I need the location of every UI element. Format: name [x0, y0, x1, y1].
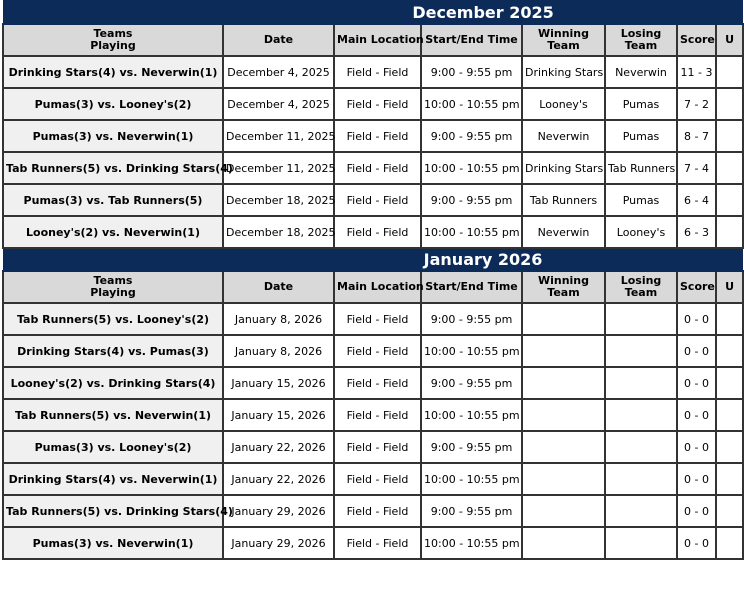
- score-cell: 11 - 3: [677, 56, 716, 88]
- score-cell: 0 - 0: [677, 495, 716, 527]
- losing-team-cell: Neverwin: [605, 56, 677, 88]
- time-cell: 10:00 - 10:55 pm: [421, 88, 522, 120]
- header-winning-team: Winning Team: [522, 24, 605, 56]
- header-extra: U: [716, 24, 743, 56]
- winning-team-cell: Tab Runners: [522, 184, 605, 216]
- winning-team-cell: [522, 463, 605, 495]
- game-row: [3, 335, 743, 367]
- location-cell: Field - Field: [334, 120, 421, 152]
- extra-cell: [716, 88, 743, 120]
- date-cell: January 29, 2026: [223, 527, 334, 559]
- losing-team-cell: [605, 527, 677, 559]
- column-header-row: [3, 271, 743, 303]
- teams-playing-cell: Tab Runners(5) vs. Neverwin(1): [3, 399, 223, 431]
- losing-team-cell: Tab Runners: [605, 152, 677, 184]
- losing-team-cell: [605, 463, 677, 495]
- time-cell: 10:00 - 10:55 pm: [421, 463, 522, 495]
- losing-team-cell: Pumas: [605, 88, 677, 120]
- extra-cell: [716, 120, 743, 152]
- date-cell: January 15, 2026: [223, 367, 334, 399]
- losing-team-cell: [605, 495, 677, 527]
- score-cell: 6 - 3: [677, 216, 716, 248]
- header-start-end-time: Start/End Time: [421, 24, 522, 56]
- game-row: [3, 527, 743, 559]
- game-row: [3, 184, 743, 216]
- winning-team-cell: Drinking Stars: [522, 152, 605, 184]
- location-cell: Field - Field: [334, 88, 421, 120]
- game-row: [3, 431, 743, 463]
- location-cell: Field - Field: [334, 216, 421, 248]
- date-cell: January 8, 2026: [223, 335, 334, 367]
- location-cell: Field - Field: [334, 463, 421, 495]
- location-cell: Field - Field: [334, 495, 421, 527]
- date-cell: December 11, 2025: [223, 120, 334, 152]
- location-cell: Field - Field: [334, 303, 421, 335]
- game-row: [3, 495, 743, 527]
- time-cell: 9:00 - 9:55 pm: [421, 431, 522, 463]
- extra-cell: [716, 495, 743, 527]
- header-score: Score: [677, 271, 716, 303]
- winning-team-cell: [522, 367, 605, 399]
- date-cell: December 4, 2025: [223, 56, 334, 88]
- score-cell: 6 - 4: [677, 184, 716, 216]
- date-cell: January 15, 2026: [223, 399, 334, 431]
- extra-cell: [716, 184, 743, 216]
- teams-playing-cell: Tab Runners(5) vs. Drinking Stars(4): [3, 495, 223, 527]
- teams-playing-cell: Drinking Stars(4) vs. Pumas(3): [3, 335, 223, 367]
- date-cell: December 11, 2025: [223, 152, 334, 184]
- header-main-location: Main Location: [334, 271, 421, 303]
- teams-playing-cell: Pumas(3) vs. Neverwin(1): [3, 120, 223, 152]
- time-cell: 9:00 - 9:55 pm: [421, 367, 522, 399]
- month-title: December 2025: [412, 3, 554, 22]
- location-cell: Field - Field: [334, 56, 421, 88]
- winning-team-cell: [522, 303, 605, 335]
- header-date: Date: [223, 24, 334, 56]
- extra-cell: [716, 399, 743, 431]
- game-row: [3, 303, 743, 335]
- date-cell: December 4, 2025: [223, 88, 334, 120]
- location-cell: Field - Field: [334, 152, 421, 184]
- game-row: [3, 216, 743, 248]
- winning-team-cell: Looney's: [522, 88, 605, 120]
- header-teams-playing: Teams Playing: [3, 271, 223, 303]
- winning-team-cell: [522, 495, 605, 527]
- extra-cell: [716, 463, 743, 495]
- header-winning-team: Winning Team: [522, 271, 605, 303]
- month-title: January 2026: [423, 250, 543, 269]
- month-title-cell: [3, 1, 743, 24]
- losing-team-cell: [605, 303, 677, 335]
- extra-cell: [716, 303, 743, 335]
- losing-team-cell: Looney's: [605, 216, 677, 248]
- game-row: [3, 120, 743, 152]
- winning-team-cell: Neverwin: [522, 216, 605, 248]
- header-date: Date: [223, 271, 334, 303]
- score-cell: 0 - 0: [677, 399, 716, 431]
- schedule-body: [3, 1, 743, 559]
- extra-cell: [716, 367, 743, 399]
- game-row: [3, 399, 743, 431]
- header-score: Score: [677, 24, 716, 56]
- location-cell: Field - Field: [334, 527, 421, 559]
- date-cell: December 18, 2025: [223, 216, 334, 248]
- score-cell: 0 - 0: [677, 335, 716, 367]
- teams-playing-cell: Drinking Stars(4) vs. Neverwin(1): [3, 56, 223, 88]
- score-cell: 0 - 0: [677, 431, 716, 463]
- header-start-end-time: Start/End Time: [421, 271, 522, 303]
- location-cell: Field - Field: [334, 399, 421, 431]
- time-cell: 9:00 - 9:55 pm: [421, 184, 522, 216]
- header-teams-playing: Teams Playing: [3, 24, 223, 56]
- time-cell: 9:00 - 9:55 pm: [421, 56, 522, 88]
- header-main-location: Main Location: [334, 24, 421, 56]
- score-cell: 7 - 4: [677, 152, 716, 184]
- location-cell: Field - Field: [334, 184, 421, 216]
- winning-team-cell: [522, 335, 605, 367]
- winning-team-cell: Neverwin: [522, 120, 605, 152]
- score-cell: 8 - 7: [677, 120, 716, 152]
- month-header-row: [3, 248, 743, 271]
- time-cell: 10:00 - 10:55 pm: [421, 399, 522, 431]
- extra-cell: [716, 431, 743, 463]
- time-cell: 10:00 - 10:55 pm: [421, 152, 522, 184]
- header-extra: U: [716, 271, 743, 303]
- time-cell: 10:00 - 10:55 pm: [421, 216, 522, 248]
- time-cell: 9:00 - 9:55 pm: [421, 120, 522, 152]
- teams-playing-cell: Tab Runners(5) vs. Drinking Stars(4): [3, 152, 223, 184]
- location-cell: Field - Field: [334, 431, 421, 463]
- time-cell: 10:00 - 10:55 pm: [421, 527, 522, 559]
- winning-team-cell: [522, 399, 605, 431]
- losing-team-cell: [605, 399, 677, 431]
- losing-team-cell: [605, 367, 677, 399]
- winning-team-cell: [522, 527, 605, 559]
- extra-cell: [716, 56, 743, 88]
- game-row: [3, 88, 743, 120]
- header-losing-team: Losing Team: [605, 271, 677, 303]
- teams-playing-cell: Pumas(3) vs. Tab Runners(5): [3, 184, 223, 216]
- teams-playing-cell: Looney's(2) vs. Neverwin(1): [3, 216, 223, 248]
- time-cell: 9:00 - 9:55 pm: [421, 495, 522, 527]
- schedule-table: [2, 0, 744, 560]
- score-cell: 0 - 0: [677, 463, 716, 495]
- time-cell: 10:00 - 10:55 pm: [421, 335, 522, 367]
- losing-team-cell: Pumas: [605, 120, 677, 152]
- losing-team-cell: Pumas: [605, 184, 677, 216]
- extra-cell: [716, 527, 743, 559]
- location-cell: Field - Field: [334, 367, 421, 399]
- teams-playing-cell: Looney's(2) vs. Drinking Stars(4): [3, 367, 223, 399]
- losing-team-cell: [605, 335, 677, 367]
- date-cell: December 18, 2025: [223, 184, 334, 216]
- header-losing-team: Losing Team: [605, 24, 677, 56]
- date-cell: January 29, 2026: [223, 495, 334, 527]
- extra-cell: [716, 216, 743, 248]
- time-cell: 9:00 - 9:55 pm: [421, 303, 522, 335]
- date-cell: January 22, 2026: [223, 431, 334, 463]
- teams-playing-cell: Tab Runners(5) vs. Looney's(2): [3, 303, 223, 335]
- score-cell: 0 - 0: [677, 527, 716, 559]
- extra-cell: [716, 335, 743, 367]
- game-row: [3, 152, 743, 184]
- game-row: [3, 367, 743, 399]
- month-title-cell: [3, 248, 743, 271]
- date-cell: January 22, 2026: [223, 463, 334, 495]
- winning-team-cell: Drinking Stars: [522, 56, 605, 88]
- game-row: [3, 56, 743, 88]
- score-cell: 7 - 2: [677, 88, 716, 120]
- column-header-row: [3, 24, 743, 56]
- teams-playing-cell: Pumas(3) vs. Looney's(2): [3, 88, 223, 120]
- teams-playing-cell: Pumas(3) vs. Neverwin(1): [3, 527, 223, 559]
- extra-cell: [716, 152, 743, 184]
- game-row: [3, 463, 743, 495]
- score-cell: 0 - 0: [677, 303, 716, 335]
- teams-playing-cell: Drinking Stars(4) vs. Neverwin(1): [3, 463, 223, 495]
- teams-playing-cell: Pumas(3) vs. Looney's(2): [3, 431, 223, 463]
- location-cell: Field - Field: [334, 335, 421, 367]
- date-cell: January 8, 2026: [223, 303, 334, 335]
- winning-team-cell: [522, 431, 605, 463]
- losing-team-cell: [605, 431, 677, 463]
- score-cell: 0 - 0: [677, 367, 716, 399]
- month-header-row: [3, 1, 743, 24]
